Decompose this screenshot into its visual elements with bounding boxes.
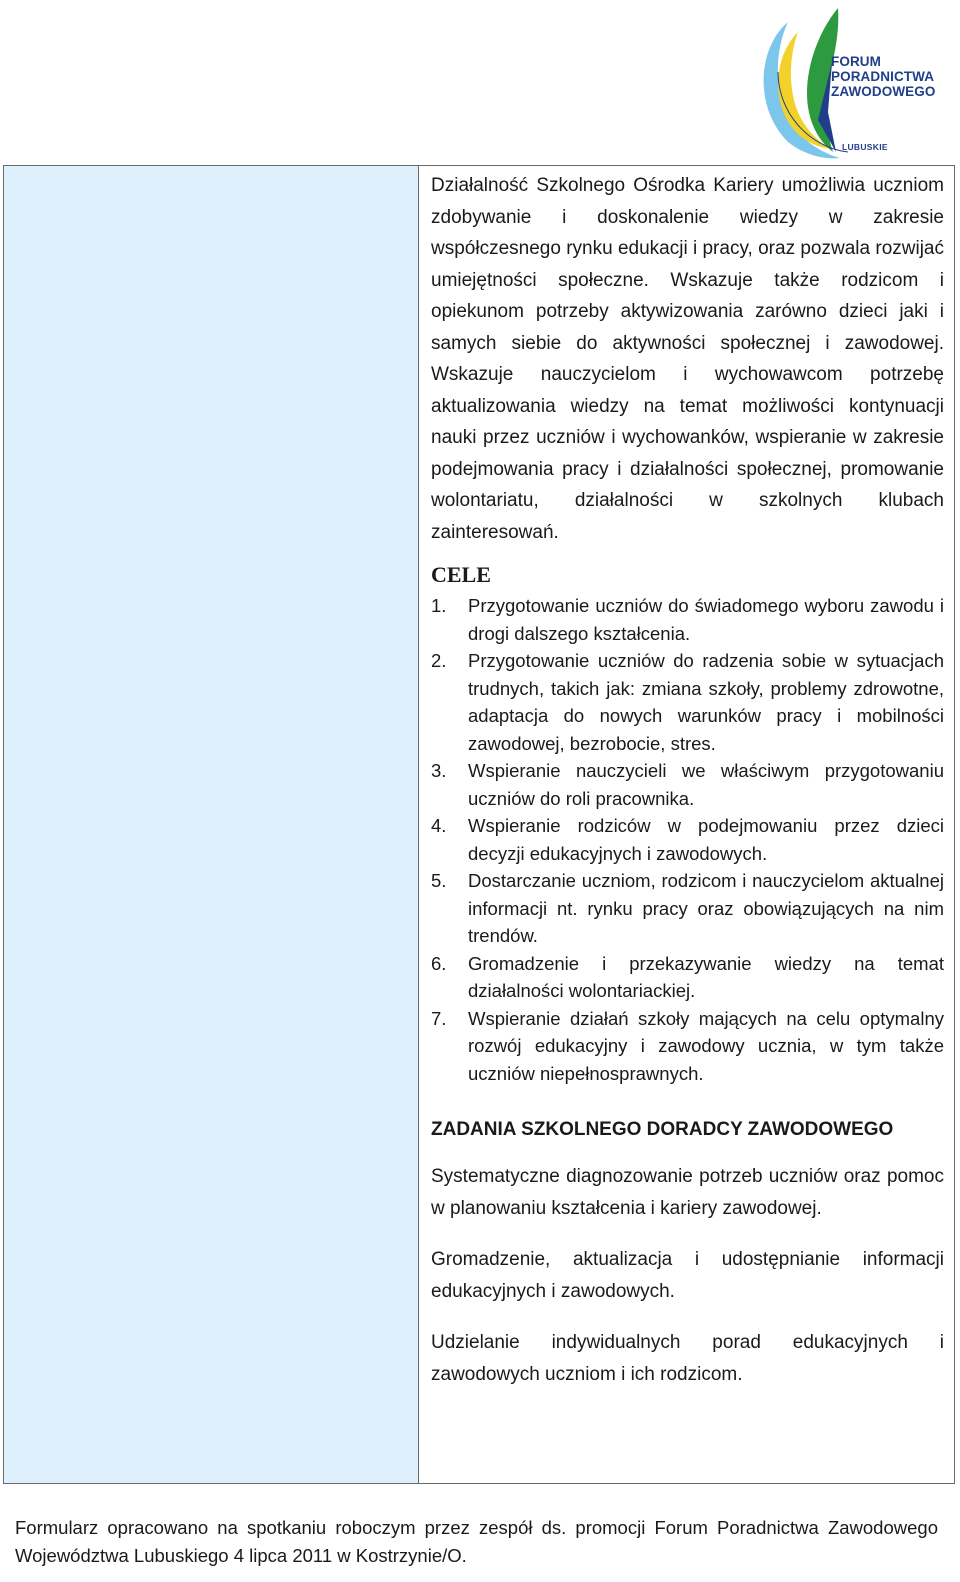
goals-heading: CELE: [431, 562, 491, 587]
right-column-text: [419, 166, 954, 1483]
goal-item: 4. Wspieranie rodziców w podejmowaniu przez dzieci decyzji edukacyjnych i zawodowych.: [431, 815, 944, 864]
task-paragraph: Gromadzenie, aktualizacja i udostępnianie informacji edukacyjnych i zawodowych.: [431, 1249, 944, 1302]
forum-logo: [748, 2, 948, 162]
goal-item: 6. Gromadzenie i przekazywanie wiedzy na temat działalności wolontariackiej.: [431, 952, 944, 1001]
footer-note: Formularz opracowano na spotkaniu roboczym przez zespół ds. promocji Forum Poradnictwa Zawodowego Województwa Lubuskiego 4 lipca 2011 w Kostrzynie/O.: [15, 1517, 938, 1566]
logo-line-2: PORADNICTWA: [831, 69, 935, 84]
logo-line-1: FORUM: [831, 54, 881, 69]
task-paragraph: Udzielanie indywidualnych porad edukacyjnych i zawodowych uczniom i ich rodzicom.: [431, 1332, 944, 1385]
logo-region: LUBUSKIE: [842, 142, 888, 152]
goal-item: 7. Wspieranie działań szkoły mających na celu optymalny rozwój edukacyjny i zawodowy ucznia, w tym także uczniów niepełnosprawnych.: [431, 1007, 944, 1084]
content-table: [3, 165, 955, 1484]
goal-item: 5. Dostarczanie uczniom, rodzicom i nauczycielom aktualnej informacji nt. rynku pracy oraz obowiązujących na nim trendów.: [431, 870, 944, 946]
goal-item: 2. Przygotowanie uczniów do radzenia sobie w sytuacjach trudnych, takich jak: zmiana szkoły, problemy zdrowotne, adaptacja do nowych warunków pracy i mobilności zawodowej, bezrobocie, stres.: [431, 650, 944, 754]
logo-wordmark: [831, 54, 936, 99]
goal-item: 1. Przygotowanie uczniów do świadomego wyboru zawodu i drogi dalszego kształcenia.: [431, 595, 944, 644]
left-column-shaded: [4, 166, 419, 1483]
logo-line-3: ZAWODOWEGO: [831, 84, 936, 99]
task-paragraph: Systematyczne diagnozowanie potrzeb uczniów oraz pomoc w planowaniu kształcenia i kariery zawodowej.: [431, 1166, 944, 1219]
tasks-heading: ZADANIA SZKOLNEGO DORADCY ZAWODOWEGO: [431, 1119, 894, 1140]
goal-item: 3. Wspieranie nauczycieli we właściwym przygotowaniu uczniów do roli pracownika.: [431, 760, 944, 809]
intro-paragraph: Działalność Szkolnego Ośrodka Kariery umożliwia uczniom zdobywanie i doskonalenie wiedzy w zakresie współczesnego rynku edukacji i pracy, oraz pozwala rozwijać umiejętności społeczne. Wskazuje także rodzicom i opiekunom potrzeby aktywizowania zarówno dzieci jaki i samych siebie do aktywności społecznej i zawodowej. Wskazuje nauczycielom i wychowawcom potrzebę aktualizowania wiedzy na temat możliwości kontynuacji nauki przez uczniów i wychowanków, wspieranie w zakresie podejmowania pracy i działalności społecznej, promowanie wolontariatu, działalności w szkolnych klubach zainteresowań.: [431, 175, 944, 543]
goals-list: [431, 592, 944, 1087]
